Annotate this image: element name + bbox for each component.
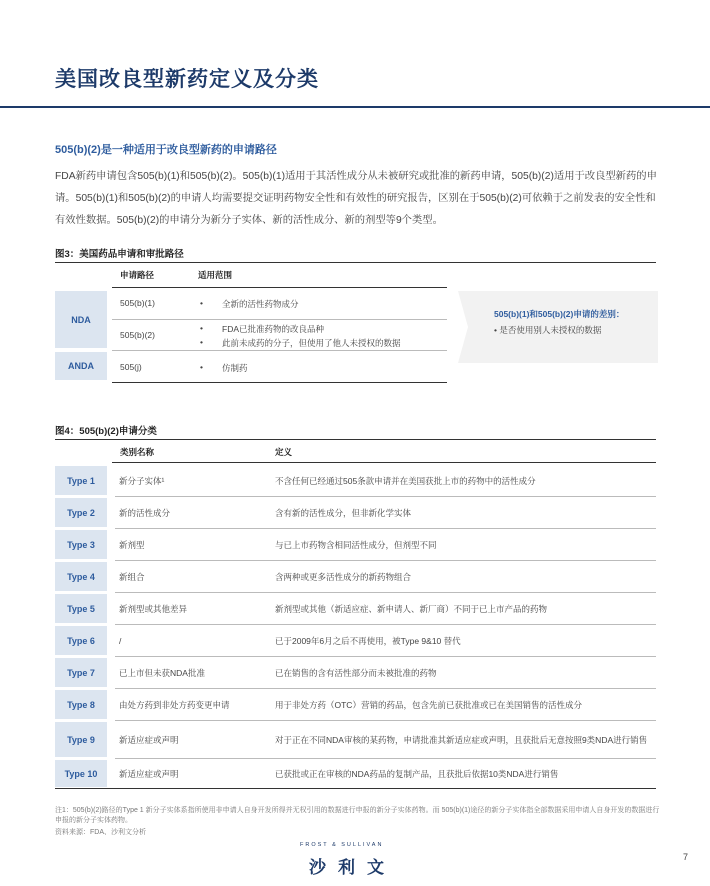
scope-505j: 仿制药 [222,363,248,373]
anda-label: ANDA [55,352,107,380]
type-label: Type 2 [55,498,107,527]
figure3-header-path: 申请路径 [120,270,155,280]
title-divider [0,106,710,108]
bullet: • [494,325,497,335]
figure3-bottom-rule [112,382,447,383]
difference-title: 505(b)(1)和505(b)(2)申请的差别： [494,309,625,319]
category-definition: 与已上市药物含相同活性成分，但剂型不同 [275,539,437,550]
type-label: Type 7 [55,658,107,687]
figure4-bottom-rule [55,788,656,789]
type-label: Type 3 [55,530,107,559]
type-label: Type 10 [55,760,107,787]
category-definition: 已在销售的含有活性部分而未被批准的药物 [275,667,437,678]
category-definition: 用于非处方药（OTC）营销的药品，包含先前已获批准或已在美国销售的活性成分 [275,699,582,710]
category-name: 新剂型或其他差异 [119,603,188,614]
category-name: 新的活性成分 [119,507,171,518]
type-label: Type 8 [55,690,107,719]
table-row [55,497,656,529]
figure3-top-rule [55,262,656,263]
row-divider [112,350,447,351]
figure4-top-rule [55,439,656,440]
category-name: 已上市但未获NDA批准 [119,667,205,678]
route-505j: 505(j) [120,362,142,372]
category-name: 新剂型 [119,539,145,550]
footnote: 注1：505(b)(2)路径的Type 1 新分子实体系指所使用非申请人自身开发所得并无权引用的数据进行申报的新分子实体药物。而 505(b)(1)途径的新分子实体指全部数据采用申请人自身开发的数据进行申报的新分子实体药物。 [55,807,660,824]
scope-505b1: 全新的活性药物成分 [222,299,299,309]
category-name: / [119,635,122,646]
bullet: • [200,337,203,347]
category-name: 新适应症或声明 [119,768,179,779]
intro-paragraph: FDA新药申请包含505(b)(1)和505(b)(2)。505(b)(1)适用于其活性成分从未被研究或批准的新药申请，505(b)(2)适用于改良型新药的申请。505(b)(1)和505(b)(2)的申请人均需要提交证明药物安全性和有效性的研究报告，区别在于505(b)(2)可依赖于之前发表的安全性和有效性数据。505(b)(2)的申请分为新分子实体、新的活性成分、新的剂型等9个类型。 [55,171,657,226]
type-label: Type 1 [55,466,107,495]
category-name: 新组合 [119,571,145,582]
category-name: 新适应症或声明 [119,734,179,745]
category-definition: 已获批或正在审核的NDA药品的复制产品，且获批后依据10类NDA进行销售 [275,768,559,779]
section-heading: 505(b)(2)是一种适用于改良型新药的申请路径 [55,144,277,156]
bullet: • [200,323,203,333]
figure3-title: 图3：美国药品申请和审批路径 [55,249,184,260]
category-definition: 已于2009年6月之后不再使用，被Type 9&10 替代 [275,635,461,646]
logo-wordmark: FROST & SULLIVAN [300,842,384,848]
page-title: 美国改良型新药定义及分类 [55,68,319,91]
figure3-header-rule [112,287,447,288]
nda-label: NDA [55,291,107,348]
route-505b2: 505(b)(2) [120,330,155,340]
logo-mark: 沙利文 [309,858,396,877]
table-row [55,759,656,789]
type-label: Type 9 [55,722,107,757]
category-definition: 不含任何已经通过505条款申请并在美国获批上市的药物中的活性成分 [275,475,536,486]
type-label: Type 4 [55,562,107,591]
category-definition: 对于正在不同NDA审核的某药物，申请批准其新适应症或声明，且获批后无意按照9类NDA进行销售 [275,734,648,745]
scope-505b2-line1: FDA已批准药物的改良品种 [222,324,325,334]
figure4-title: 图4：505(b)(2)申请分类 [55,426,157,437]
table-row [55,593,656,625]
route-505b1: 505(b)(1) [120,298,155,308]
category-definition: 含有新的活性成分，但非新化学实体 [275,507,412,518]
difference-item [494,324,601,336]
bullet: • [200,298,203,308]
table-row [55,689,656,721]
category-name: 新分子实体¹ [119,475,165,486]
page-number: 7 [683,852,689,862]
difference-item-text: 是否使用别人未授权的数据 [499,325,602,335]
category-definition: 新剂型或其他（新适应症、新申请人、新厂商）不同于已上市产品的药物 [275,603,548,614]
table-row [55,657,656,689]
row-divider [112,319,447,320]
figure3-header-scope: 适用范围 [198,270,233,280]
source-line: 资料来源：FDA、沙利文分析 [55,829,146,836]
bullet: • [200,362,203,372]
table-row [55,529,656,561]
table-row [55,465,656,497]
category-definition: 含两种或更多活性成分的新药物组合 [275,571,412,582]
category-name: 由处方药到非处方药变更申请 [119,699,230,710]
table-row [55,721,656,759]
figure4-header-rule [112,462,656,463]
figure4-header-category: 类别名称 [120,447,155,457]
type-label: Type 6 [55,626,107,655]
table-row [55,625,656,657]
table-row [55,561,656,593]
figure4-header-definition: 定义 [275,447,293,457]
scope-505b2-line2: 此前未成药的分子，但使用了他人未授权的数据 [222,338,401,348]
type-label: Type 5 [55,594,107,623]
